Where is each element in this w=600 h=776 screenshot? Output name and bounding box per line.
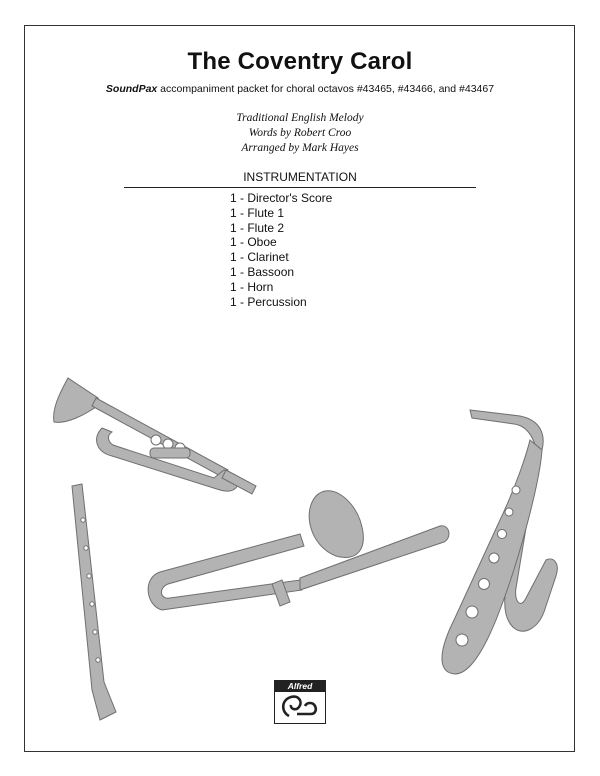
alfred-logo [274, 680, 326, 724]
soundpax-brand: SoundPax [105, 83, 158, 95]
saxophone-icon [442, 410, 557, 674]
list-item: 1 - Director's Score [230, 191, 333, 205]
alfred-logo-text: Alfred [275, 681, 325, 692]
credit-melody: Traditional English Melody [236, 112, 364, 124]
list-item: 1 - Bassoon [230, 264, 295, 279]
list-item: 1 - Horn [230, 279, 274, 294]
subtitle-text: accompaniment packet for choral octavos #43465, #43466, and #43467 [157, 83, 495, 95]
credit-words: Words by Robert Croo [248, 127, 352, 139]
instrumentation-heading: INSTRUMENTATION [243, 170, 357, 184]
list-item: 1 - Clarinet [230, 250, 289, 265]
trumpet-icon [54, 378, 256, 494]
trombone-icon [148, 491, 449, 610]
list-item: 1 - Flute 2 [230, 220, 285, 235]
alfred-logo-mark [275, 692, 324, 722]
list-item: 1 - Percussion [230, 294, 307, 309]
credit-arranger: Arranged by Mark Hayes [241, 142, 359, 154]
clarinet-icon [72, 484, 116, 720]
page-title: The Coventry Carol [187, 48, 413, 75]
list-item: 1 - Oboe [230, 235, 277, 250]
list-item: 1 - Flute 1 [230, 205, 285, 220]
